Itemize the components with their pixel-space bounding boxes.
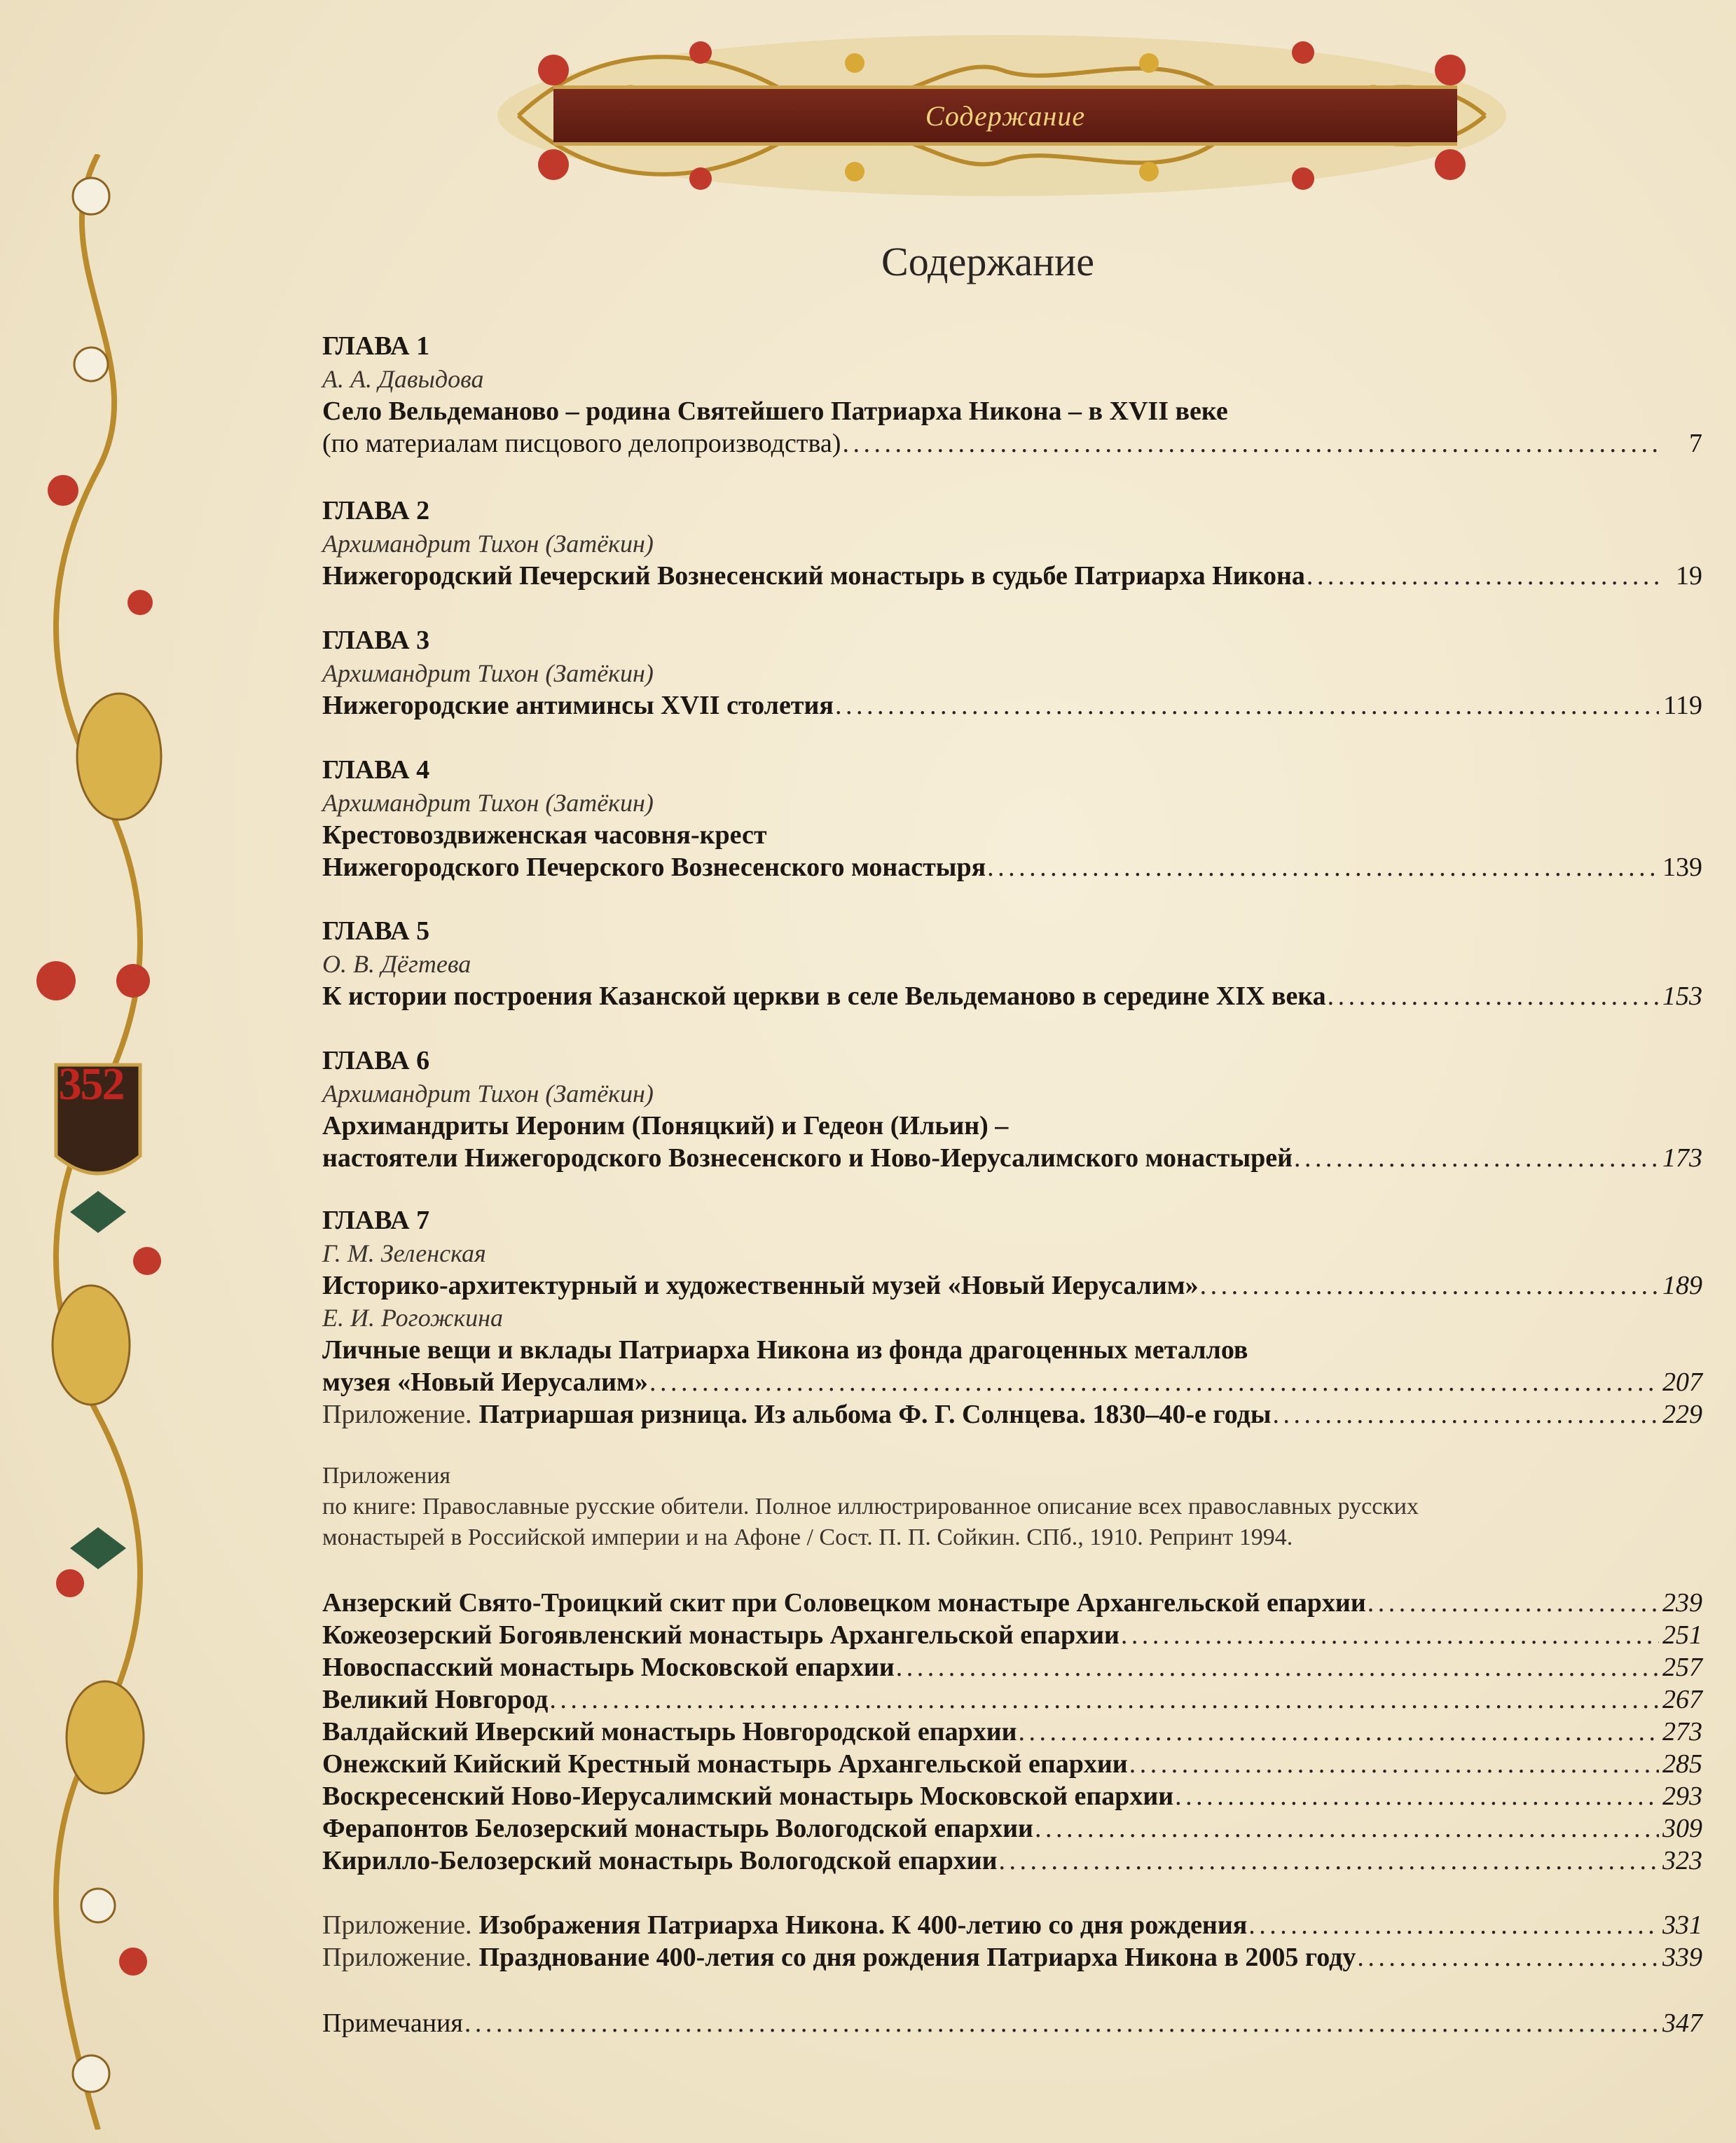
chapter-label: ГЛАВА 1 — [322, 331, 430, 361]
appendices-label: Приложения — [322, 1463, 451, 1489]
page-ref: 139 — [1662, 853, 1702, 882]
chapter-label: ГЛАВА 6 — [322, 1046, 430, 1075]
floral-border — [14, 154, 182, 2130]
chapter-label: ГЛАВА 7 — [322, 1206, 430, 1235]
notes-entry — [322, 2007, 1702, 2039]
toc-entry[interactable]: Кирилло-Белозерский монастырь Вологодской епархии . . . 323 — [322, 1845, 1702, 1877]
page-ref: 189 — [1662, 1271, 1702, 1300]
page-ref: 7 — [1689, 429, 1702, 458]
toc-entry[interactable] — [322, 980, 1702, 1012]
toc-entry[interactable] — [322, 427, 1702, 460]
page-ref: 207 — [1662, 1367, 1702, 1397]
chapter-title-cont: настоятели Нижегородского Вознесенского и Ново-Иерусалимского монастырей — [322, 1143, 1293, 1173]
header-banner — [553, 85, 1457, 146]
page-ref: 293 — [1662, 1782, 1702, 1811]
dot-leader — [987, 851, 1659, 883]
page-ref: 285 — [1662, 1749, 1702, 1779]
chapter-author: Архимандрит Тихон (Затёкин) — [322, 789, 654, 817]
appendix-prefix: Приложение. — [322, 1400, 472, 1429]
toc-chapter-3 — [322, 623, 1702, 722]
extra-appendices — [322, 1909, 1702, 1973]
dot-leader — [842, 427, 1659, 460]
dot-leader — [464, 2007, 1659, 2039]
chapter-title: Личные вещи и вклады Патриарха Никона из фонда драгоценных металлов — [322, 1335, 1248, 1365]
chapter-subtitle: (по материалам писцового делопроизводства) — [322, 429, 841, 458]
chapter-label: ГЛАВА 5 — [322, 916, 430, 946]
page-ref: 309 — [1662, 1814, 1702, 1843]
toc-entry[interactable]: Анзерский Свято-Троицкий скит при Соловецком монастыре Архангельской епархии . . . 239 — [322, 1587, 1702, 1619]
dot-leader — [835, 689, 1659, 722]
chapter-author: А. А. Давыдова — [322, 365, 484, 393]
toc-entry[interactable]: Валдайский Иверский монастырь Новгородской епархии . . . 273 — [322, 1716, 1702, 1748]
dot-leader — [1200, 1269, 1659, 1302]
toc-entry[interactable] — [322, 560, 1702, 592]
dot-leader — [1121, 1619, 1659, 1651]
chapter-label: ГЛАВА 3 — [322, 626, 430, 655]
chapter-author: Е. И. Рогожкина — [322, 1304, 504, 1332]
chapter-label: ГЛАВА 2 — [322, 496, 430, 525]
chapter-title: Село Вельдеманово – родина Святейшего Патриарха Никона – в XVII веке — [322, 397, 1228, 426]
toc-chapter-7 — [322, 1204, 1702, 1431]
chapter-title: Историко-архитектурный и художественный музей «Новый Иерусалим» — [322, 1271, 1199, 1300]
toc-chapter-6 — [322, 1044, 1702, 1174]
chapter-author: Г. М. Зеленская — [322, 1239, 486, 1267]
chapter-label: ГЛАВА 4 — [322, 755, 430, 785]
toc-title: Содержание — [881, 239, 1094, 284]
toc-entry[interactable]: Ферапонтов Белозерский монастырь Вологодской епархии . . . 309 — [322, 1812, 1702, 1845]
dot-leader — [1294, 1142, 1659, 1174]
page-ref: 267 — [1662, 1685, 1702, 1714]
notes-title: Примечания — [322, 2008, 463, 2038]
appendices-source-line: по книге: Православные русские обители. Полное иллюстрированное описание всех православных русских — [322, 1494, 1419, 1520]
appendices-note — [322, 1461, 1702, 1553]
page-ref: 339 — [1662, 1943, 1702, 1972]
toc-entry[interactable] — [322, 1941, 1702, 1973]
appendices-source-line: монастырей в Российской империи и на Афоне / Сост. П. П. Сойкин. СПб., 1910. Репринт 1994. — [322, 1524, 1293, 1550]
page-ref: 229 — [1662, 1400, 1702, 1429]
appendix-title: Празднование 400-летия со дня рождения Патриарха Никона в 2005 году — [478, 1943, 1356, 1972]
chapter-title: Нижегородские антиминсы XVII столетия — [322, 691, 834, 720]
dot-leader — [1273, 1398, 1659, 1431]
chapter-title-cont: Нижегородского Печерского Вознесенского монастыря — [322, 853, 986, 882]
page-ref: 239 — [1662, 1588, 1702, 1618]
page-ref: 251 — [1662, 1620, 1702, 1650]
appendix-title: Патриаршая ризница. Из альбома Ф. Г. Солнцева. 1830–40-е годы — [478, 1400, 1272, 1429]
toc-chapter-1 — [322, 329, 1702, 460]
page-ref: 19 — [1676, 561, 1702, 591]
toc-chapter-5 — [322, 914, 1702, 1012]
toc-entry[interactable]: Воскресенский Ново-Иерусалимский монастырь Московской епархии . . . 293 — [322, 1780, 1702, 1812]
toc-entry[interactable] — [322, 689, 1702, 722]
toc-entry[interactable]: Новоспасский монастырь Московской епархии . . . 257 — [322, 1651, 1702, 1683]
chapter-author: Архимандрит Тихон (Затёкин) — [322, 1080, 654, 1108]
appendix-prefix: Приложение. — [322, 1943, 472, 1972]
toc-chapter-4 — [322, 753, 1702, 883]
banner-title: Содержание — [925, 99, 1086, 132]
dot-leader — [1368, 1587, 1659, 1619]
page-number: 352 — [58, 1059, 124, 1110]
page-ref: 347 — [1662, 2008, 1702, 2038]
page-ref: 153 — [1662, 981, 1702, 1011]
dot-leader — [649, 1366, 1659, 1398]
page-ref: 331 — [1662, 1910, 1702, 1940]
toc-chapter-2 — [322, 494, 1702, 592]
dot-leader — [1357, 1941, 1659, 1973]
dot-leader — [1328, 980, 1659, 1012]
page-ref: 323 — [1662, 1846, 1702, 1875]
monastery-list — [322, 1587, 1702, 1877]
chapter-author: Архимандрит Тихон (Затёкин) — [322, 659, 654, 687]
toc-entry[interactable] — [322, 1269, 1702, 1302]
toc-entry[interactable] — [322, 1366, 1702, 1398]
page-ref: 119 — [1663, 691, 1702, 720]
chapter-title: К истории построения Казанской церкви в селе Вельдеманово в середине XIX века — [322, 981, 1326, 1011]
dot-leader — [1019, 1716, 1659, 1748]
dot-leader — [999, 1845, 1659, 1877]
page-ref: 173 — [1662, 1143, 1702, 1173]
appendix-prefix: Приложение. — [322, 1910, 472, 1940]
chapter-title: Крестовоздвиженская часовня-крест — [322, 820, 767, 850]
toc-entry[interactable] — [322, 1142, 1702, 1174]
appendix-title: Изображения Патриарха Никона. К 400-летию со дня рождения — [478, 1910, 1248, 1940]
dot-leader — [896, 1651, 1659, 1683]
toc-entry[interactable] — [322, 2007, 1702, 2039]
chapter-title-cont: музея «Новый Иерусалим» — [322, 1367, 648, 1397]
page-ref: 257 — [1662, 1653, 1702, 1682]
chapter-title: Архимандриты Иероним (Поняцкий) и Гедеон (Ильин) – — [322, 1111, 1009, 1141]
toc-entry[interactable]: Онежский Кийский Крестный монастырь Архангельской епархии . . . 285 — [322, 1748, 1702, 1780]
chapter-author: Архимандрит Тихон (Затёкин) — [322, 530, 654, 558]
toc-entry[interactable] — [322, 1909, 1702, 1941]
dot-leader — [1175, 1780, 1659, 1812]
dot-leader — [1129, 1748, 1659, 1780]
toc-entry[interactable] — [322, 851, 1702, 883]
toc-entry[interactable] — [322, 1398, 1702, 1431]
chapter-author: О. В. Дёгтева — [322, 950, 471, 978]
toc-entry[interactable]: Великий Новгород . . . 267 — [322, 1683, 1702, 1716]
dot-leader — [1307, 560, 1659, 592]
chapter-title: Нижегородский Печерский Вознесенский монастырь в судьбе Патриарха Никона — [322, 561, 1305, 591]
dot-leader — [1035, 1812, 1659, 1845]
dot-leader — [549, 1683, 1659, 1716]
page-ref: 273 — [1662, 1717, 1702, 1746]
dot-leader — [1248, 1909, 1659, 1941]
toc-entry[interactable]: Кожеозерский Богоявленский монастырь Архангельской епархии . . . 251 — [322, 1619, 1702, 1651]
